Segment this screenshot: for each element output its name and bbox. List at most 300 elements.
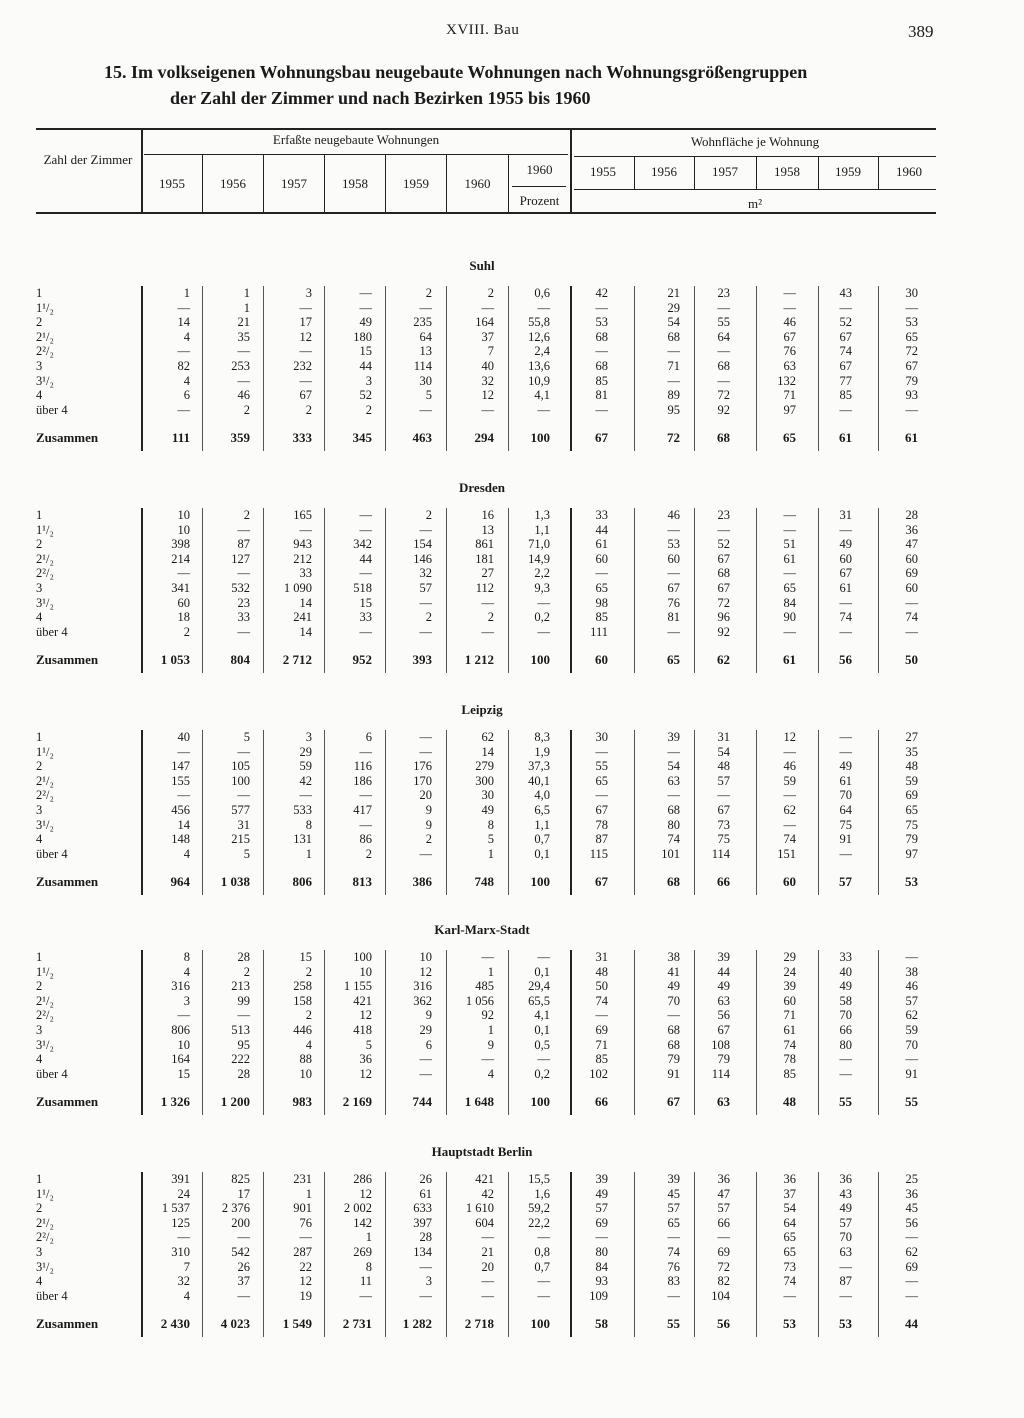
cell-pct-1960: 0,2 <box>534 610 550 625</box>
row-label: Zusammen <box>36 1094 99 1110</box>
cell-a-1955: 102 <box>589 1066 608 1081</box>
cell-n-1958: 142 <box>353 1215 372 1230</box>
cell-pct-1960: 0,7 <box>534 1259 550 1274</box>
cell-a-1960: — <box>905 402 918 417</box>
cell-n-1959: — <box>419 730 432 744</box>
cell-n-1955: 7 <box>183 1259 190 1274</box>
cell-a-1959: 61 <box>839 581 852 595</box>
cell-a-1959: 49 <box>839 537 852 552</box>
cell-n-1955: 398 <box>171 537 190 552</box>
cell-a-1960: 57 <box>905 993 918 1008</box>
cell-a-1956: 38 <box>667 950 680 964</box>
cell-n-1957: — <box>299 373 312 388</box>
cell-a-1958: 74 <box>783 1037 796 1052</box>
cell-a-1958: 54 <box>783 1201 796 1216</box>
cell-a-1958: 60 <box>783 874 796 890</box>
cell-a-1955: 85 <box>595 1052 608 1067</box>
cell-a-1956: — <box>667 373 680 388</box>
cell-a-1958: 71 <box>783 388 796 403</box>
cell-a-1960: 93 <box>905 388 918 403</box>
cell-a-1955: 85 <box>595 373 608 388</box>
cell-n-1960: 62 <box>481 730 494 744</box>
cell-a-1958: — <box>783 624 796 639</box>
cell-a-1955: 69 <box>595 1215 608 1230</box>
cell-n-1956: 200 <box>231 1215 250 1230</box>
total-row <box>0 875 1024 889</box>
cell-n-1960: 1 <box>487 964 494 979</box>
group2-underline <box>574 156 936 157</box>
table-row <box>0 1187 1024 1201</box>
cell-n-1958: 11 <box>359 1274 372 1289</box>
cell-n-1956: 253 <box>231 359 250 373</box>
cell-a-1956: 71 <box>667 359 680 373</box>
table-row <box>0 847 1024 861</box>
row-label: über 4 <box>36 402 68 417</box>
cell-n-1959: — <box>419 1066 432 1081</box>
cell-pct-1960: 100 <box>530 652 550 668</box>
cell-a-1957: 54 <box>717 744 730 759</box>
cell-a-1957: 55 <box>717 315 730 330</box>
cell-n-1960: 42 <box>481 1186 494 1201</box>
group1-underline <box>144 154 568 155</box>
cell-n-1958: 2 169 <box>342 1094 372 1110</box>
cell-pct-1960: — <box>537 595 550 610</box>
cell-n-1960: 92 <box>481 1008 494 1023</box>
cell-n-1955: 6 <box>183 388 190 403</box>
area-year-header: 1958 <box>774 164 800 179</box>
cell-pct-1960: 0,1 <box>534 964 550 979</box>
cell-n-1960: 20 <box>481 1259 494 1274</box>
cell-n-1958: 44 <box>359 359 372 373</box>
cell-a-1955: 74 <box>595 993 608 1008</box>
cell-a-1960: — <box>905 624 918 639</box>
row-label: 3 <box>36 359 43 373</box>
row-label: 1¹/₂ <box>36 744 54 759</box>
cell-n-1955: 214 <box>171 551 190 566</box>
cell-n-1959: 3 <box>425 1274 432 1289</box>
cell-a-1955: 98 <box>595 595 608 610</box>
cell-n-1959: 61 <box>419 1186 432 1201</box>
cell-a-1957: — <box>717 522 730 537</box>
cell-a-1956: 72 <box>667 430 680 446</box>
cell-a-1960: 72 <box>905 344 918 359</box>
cell-n-1960: 16 <box>481 508 494 522</box>
cell-pct-1960: — <box>537 300 550 315</box>
cell-a-1958: — <box>783 566 796 581</box>
cell-n-1959: 10 <box>419 950 432 964</box>
cell-n-1957: 15 <box>299 950 312 964</box>
cell-n-1958: 269 <box>353 1245 372 1259</box>
cell-n-1958: 100 <box>353 950 372 964</box>
table-row <box>0 1260 1024 1274</box>
cell-n-1958: 345 <box>352 430 372 446</box>
cell-n-1960: 13 <box>481 522 494 537</box>
cell-a-1959: 67 <box>839 566 852 581</box>
cell-n-1960: 748 <box>474 874 494 890</box>
cell-a-1957: 44 <box>717 964 730 979</box>
cell-a-1958: 78 <box>783 1052 796 1067</box>
cell-n-1959: 20 <box>419 788 432 803</box>
cell-n-1958: 1 155 <box>343 979 372 994</box>
cell-a-1956: — <box>667 1230 680 1245</box>
cell-a-1960: 75 <box>905 817 918 832</box>
cell-a-1957: 63 <box>717 993 730 1008</box>
cell-n-1958: — <box>359 1288 372 1303</box>
table-row <box>0 774 1024 788</box>
cell-a-1957: 67 <box>717 581 730 595</box>
header-bottom-rule <box>36 212 936 214</box>
cell-a-1955: 49 <box>595 1186 608 1201</box>
row-label: 1¹/₂ <box>36 300 54 315</box>
cell-a-1958: 36 <box>783 1172 796 1186</box>
rooms-column-header: Zahl der Zimmer <box>43 152 133 167</box>
cell-a-1957: 114 <box>711 1066 730 1081</box>
cell-a-1957: — <box>717 300 730 315</box>
cell-n-1956: — <box>237 522 250 537</box>
table-row <box>0 1230 1024 1244</box>
cell-n-1957: 446 <box>293 1023 312 1037</box>
cell-n-1955: 3 <box>183 993 190 1008</box>
total-row <box>0 653 1024 667</box>
cell-a-1956: 54 <box>667 759 680 774</box>
cell-a-1960: 46 <box>905 979 918 994</box>
row-label: 2 <box>36 537 43 552</box>
table-row <box>0 1216 1024 1230</box>
cell-a-1955: 71 <box>595 1037 608 1052</box>
cell-a-1955: — <box>595 1230 608 1245</box>
cell-n-1957: — <box>299 300 312 315</box>
cell-n-1958: 2 731 <box>342 1316 372 1332</box>
cell-a-1960: 70 <box>905 1037 918 1052</box>
cell-n-1960: 49 <box>481 803 494 817</box>
cell-n-1958: 36 <box>359 1052 372 1067</box>
cell-n-1957: 983 <box>292 1094 312 1110</box>
table-row <box>0 301 1024 315</box>
row-label: 2¹/₂ <box>36 551 54 566</box>
cell-a-1960: 27 <box>905 730 918 744</box>
cell-n-1956: 31 <box>237 817 250 832</box>
year-header: 1958 <box>342 176 368 191</box>
cell-n-1957: 59 <box>299 759 312 774</box>
cell-n-1960: 2 718 <box>464 1316 494 1332</box>
section-title: Suhl <box>469 258 495 273</box>
cell-a-1955: 115 <box>589 846 608 861</box>
cell-n-1959: 64 <box>419 329 432 344</box>
cell-a-1958: 65 <box>783 1245 796 1259</box>
row-label: Zusammen <box>36 652 99 668</box>
cell-n-1956: — <box>237 373 250 388</box>
cell-n-1958: 952 <box>352 652 372 668</box>
cell-a-1959: 57 <box>839 1215 852 1230</box>
cell-a-1955: 87 <box>595 832 608 847</box>
table-row <box>0 625 1024 639</box>
year-header: 1959 <box>403 176 429 191</box>
cell-a-1958: 46 <box>783 759 796 774</box>
cell-n-1957: 19 <box>299 1288 312 1303</box>
cell-n-1959: 633 <box>413 1201 432 1216</box>
cell-a-1959: 40 <box>839 964 852 979</box>
cell-a-1959: 74 <box>839 344 852 359</box>
cell-a-1958: 74 <box>783 832 796 847</box>
cell-a-1958: 85 <box>783 1066 796 1081</box>
cell-a-1960: 65 <box>905 803 918 817</box>
cell-a-1958: 64 <box>783 1215 796 1230</box>
cell-n-1955: 4 <box>183 964 190 979</box>
cell-n-1960: 2 <box>487 610 494 625</box>
cell-a-1960: — <box>905 1230 918 1245</box>
cell-a-1957: 104 <box>711 1288 730 1303</box>
cell-n-1960: 1 648 <box>464 1094 494 1110</box>
cell-pct-1960: 0,1 <box>534 846 550 861</box>
chapter-heading: XVIII. Bau <box>446 22 520 38</box>
cell-n-1955: — <box>177 344 190 359</box>
cell-n-1958: 86 <box>359 832 372 847</box>
cell-pct-1960: 0,8 <box>534 1245 550 1259</box>
row-label: 2²/₂ <box>36 1230 54 1245</box>
cell-n-1960: — <box>481 595 494 610</box>
cell-a-1959: 74 <box>839 610 852 625</box>
area-unit: m² <box>747 196 762 211</box>
cell-n-1957: 29 <box>299 744 312 759</box>
cell-n-1960: 1 610 <box>465 1201 494 1216</box>
cell-a-1959: 55 <box>839 1094 852 1110</box>
cell-a-1960: — <box>905 1288 918 1303</box>
cell-n-1956: 513 <box>231 1023 250 1037</box>
cell-a-1958: 67 <box>783 329 796 344</box>
cell-a-1957: 23 <box>717 508 730 522</box>
cell-pct-1960: 71,0 <box>528 537 550 552</box>
cell-n-1958: 5 <box>365 1037 372 1052</box>
cell-n-1956: 28 <box>237 950 250 964</box>
cell-n-1959: 32 <box>419 566 432 581</box>
cell-n-1956: 95 <box>237 1037 250 1052</box>
table-row <box>0 803 1024 817</box>
cell-a-1955: 84 <box>595 1259 608 1274</box>
cell-a-1956: 89 <box>667 388 680 403</box>
group2-header: Wohnfläche je Wohnung <box>690 134 820 149</box>
cell-a-1960: 60 <box>905 551 918 566</box>
cell-a-1956: 67 <box>667 581 680 595</box>
cell-a-1960: 30 <box>905 286 918 300</box>
cell-n-1957: 1 <box>305 846 312 861</box>
cell-n-1956: 222 <box>231 1052 250 1067</box>
cell-pct-1960: 0,1 <box>534 1023 550 1037</box>
cell-n-1955: — <box>177 402 190 417</box>
cell-n-1956: — <box>237 744 250 759</box>
cell-n-1955: 10 <box>177 508 190 522</box>
cell-n-1958: 518 <box>353 581 372 595</box>
cell-a-1955: 31 <box>595 950 608 964</box>
table-row <box>0 1023 1024 1037</box>
area-year-header: 1956 <box>651 164 677 179</box>
cell-n-1960: — <box>481 1288 494 1303</box>
cell-a-1958: 62 <box>783 803 796 817</box>
cell-a-1960: 53 <box>905 315 918 330</box>
cell-a-1955: 50 <box>595 979 608 994</box>
cell-a-1959: — <box>839 1288 852 1303</box>
cell-n-1957: 67 <box>299 388 312 403</box>
cell-a-1959: 49 <box>839 1201 852 1216</box>
row-label: 3 <box>36 803 43 817</box>
cell-n-1955: 806 <box>171 1023 190 1037</box>
cell-a-1955: 39 <box>595 1172 608 1186</box>
cell-a-1960: 91 <box>905 1066 918 1081</box>
year-header: 1956 <box>220 176 246 191</box>
cell-n-1958: 116 <box>353 759 372 774</box>
row-label: 3 <box>36 581 43 595</box>
cell-n-1959: 397 <box>413 1215 432 1230</box>
cell-a-1956: 79 <box>667 1052 680 1067</box>
cell-a-1960: 25 <box>905 1172 918 1186</box>
cell-a-1957: 66 <box>717 1215 730 1230</box>
cell-n-1956: 5 <box>243 730 250 744</box>
cell-a-1956: — <box>667 1008 680 1023</box>
row-label: 3¹/₂ <box>36 1037 54 1052</box>
cell-a-1955: 67 <box>595 874 608 890</box>
cell-n-1956: 105 <box>231 759 250 774</box>
table-row <box>0 1008 1024 1022</box>
cell-n-1958: 1 <box>365 1230 372 1245</box>
group1-header: Erfaßte neugebaute Wohnungen <box>272 132 440 147</box>
cell-a-1957: 57 <box>717 1201 730 1216</box>
cell-n-1955: 148 <box>171 832 190 847</box>
cell-n-1955: 316 <box>171 979 190 994</box>
cell-n-1960: 279 <box>475 759 494 774</box>
cell-a-1959: 61 <box>839 773 852 788</box>
cell-n-1955: 2 430 <box>160 1316 190 1332</box>
cell-a-1957: 108 <box>711 1037 730 1052</box>
cell-n-1955: 14 <box>177 817 190 832</box>
cell-a-1956: 41 <box>667 964 680 979</box>
cell-a-1957: 47 <box>717 1186 730 1201</box>
row-label: über 4 <box>36 624 68 639</box>
cell-n-1955: 1 537 <box>161 1201 190 1216</box>
cell-a-1959: — <box>839 595 852 610</box>
cell-n-1955: 82 <box>177 359 190 373</box>
year-header: 1957 <box>281 176 307 191</box>
cell-a-1956: 81 <box>667 610 680 625</box>
cell-a-1959: 61 <box>839 430 852 446</box>
cell-n-1955: 10 <box>177 522 190 537</box>
cell-n-1956: 1 <box>243 300 250 315</box>
cell-n-1960: 4 <box>487 1066 494 1081</box>
cell-n-1958: 286 <box>353 1172 372 1186</box>
table-row <box>0 581 1024 595</box>
table-row <box>0 523 1024 537</box>
cell-n-1956: 17 <box>237 1186 250 1201</box>
cell-a-1957: 82 <box>717 1274 730 1289</box>
row-label: 4 <box>36 832 43 847</box>
cell-n-1956: 28 <box>237 1066 250 1081</box>
cell-a-1956: 67 <box>667 1094 680 1110</box>
cell-n-1960: 861 <box>475 537 494 552</box>
row-label: Zusammen <box>36 1316 99 1332</box>
page-number: 389 <box>908 22 934 41</box>
cell-n-1960: 5 <box>487 832 494 847</box>
cell-a-1955: 60 <box>595 551 608 566</box>
cell-a-1956: 46 <box>667 508 680 522</box>
total-row <box>0 1317 1024 1331</box>
cell-n-1958: — <box>359 300 372 315</box>
cell-pct-1960: 37,3 <box>528 759 550 774</box>
cell-n-1959: 2 <box>425 610 432 625</box>
cell-n-1957: 10 <box>299 1066 312 1081</box>
cell-n-1956: 1 <box>243 286 250 300</box>
cell-pct-1960: — <box>537 1230 550 1245</box>
cell-a-1960: 53 <box>905 874 918 890</box>
cell-pct-1960: — <box>537 1052 550 1067</box>
area-year-header: 1957 <box>712 164 738 179</box>
cell-n-1958: 15 <box>359 344 372 359</box>
cell-n-1960: — <box>481 402 494 417</box>
cell-pct-1960: 4,0 <box>534 788 550 803</box>
cell-pct-1960: — <box>537 950 550 964</box>
cell-n-1959: — <box>419 846 432 861</box>
cell-n-1959: — <box>419 1052 432 1067</box>
cell-a-1959: 58 <box>839 993 852 1008</box>
cell-a-1957: 67 <box>717 1023 730 1037</box>
cell-n-1959: — <box>419 1288 432 1303</box>
cell-a-1956: 53 <box>667 537 680 552</box>
cell-n-1959: 13 <box>419 344 432 359</box>
cell-a-1956: 54 <box>667 315 680 330</box>
cell-pct-1960: 6,5 <box>534 803 550 817</box>
cell-n-1956: 26 <box>237 1259 250 1274</box>
cell-n-1957: 232 <box>293 359 312 373</box>
cell-n-1956: 5 <box>243 846 250 861</box>
cell-a-1958: 12 <box>783 730 796 744</box>
cell-a-1957: 96 <box>717 610 730 625</box>
cell-n-1955: 111 <box>171 430 190 446</box>
cell-a-1956: — <box>667 788 680 803</box>
cell-a-1960: — <box>905 1052 918 1067</box>
cell-a-1957: 68 <box>717 359 730 373</box>
cell-a-1960: — <box>905 1274 918 1289</box>
table-row <box>0 832 1024 846</box>
cell-a-1958: 51 <box>783 537 796 552</box>
cell-pct-1960: 1,6 <box>534 1186 550 1201</box>
cell-n-1955: — <box>177 1230 190 1245</box>
cell-n-1956: 127 <box>231 551 250 566</box>
cell-n-1958: 33 <box>359 610 372 625</box>
cell-n-1960: 485 <box>475 979 494 994</box>
cell-a-1957: 63 <box>717 1094 730 1110</box>
table-title-line-1: 15. Im volkseigenen Wohnungsbau neugebaute Wohnungen nach Wohnungsgrößengruppen <box>104 62 808 82</box>
cell-n-1959: — <box>419 744 432 759</box>
cell-n-1955: — <box>177 788 190 803</box>
cell-n-1956: — <box>237 566 250 581</box>
cell-n-1957: 17 <box>299 315 312 330</box>
cell-a-1957: 23 <box>717 286 730 300</box>
cell-n-1956: 213 <box>231 979 250 994</box>
cell-n-1956: — <box>237 1288 250 1303</box>
cell-n-1957: 1 090 <box>283 581 312 595</box>
cell-a-1957: 57 <box>717 773 730 788</box>
cell-a-1960: — <box>905 595 918 610</box>
cell-n-1960: 32 <box>481 373 494 388</box>
cell-a-1959: 49 <box>839 979 852 994</box>
cell-n-1959: 26 <box>419 1172 432 1186</box>
cell-n-1960: 14 <box>481 744 494 759</box>
cell-a-1960: — <box>905 950 918 964</box>
cell-n-1959: 393 <box>412 652 432 668</box>
percent-header: Prozent <box>519 193 560 208</box>
cell-pct-1960: 100 <box>530 874 550 890</box>
cell-n-1959: 57 <box>419 581 432 595</box>
cell-a-1956: 57 <box>667 1201 680 1216</box>
cell-n-1957: — <box>299 788 312 803</box>
row-label: über 4 <box>36 846 68 861</box>
